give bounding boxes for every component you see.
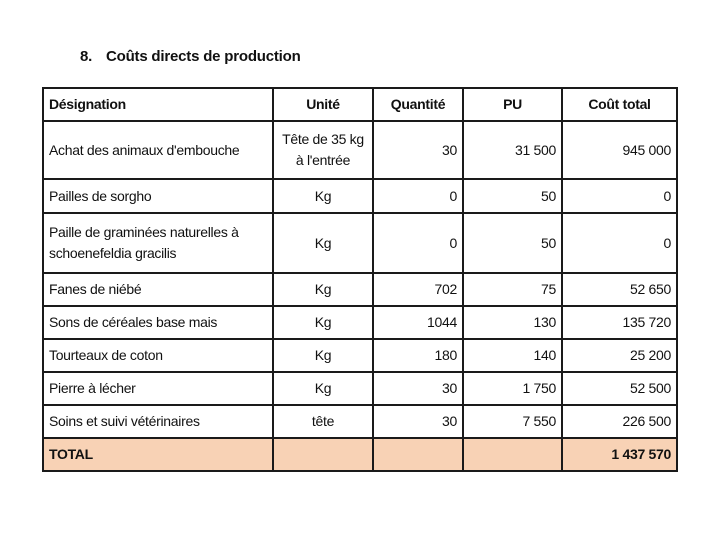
cell-cout-total: 25 200 <box>562 339 677 372</box>
cell-cout-total: 0 <box>562 179 677 213</box>
total-label: TOTAL <box>43 438 273 471</box>
cell-designation: Pailles de sorgho <box>43 179 273 213</box>
table-header-row <box>43 88 677 121</box>
table-row <box>43 339 677 372</box>
table-row <box>43 405 677 438</box>
cell-unite: Kg <box>273 372 373 405</box>
cell-quantite: 0 <box>373 213 463 273</box>
cell-pu: 50 <box>463 179 562 213</box>
header-designation: Désignation <box>43 88 273 121</box>
table-row <box>43 306 677 339</box>
cell-unite: Kg <box>273 339 373 372</box>
cell-unite: Kg <box>273 213 373 273</box>
cell-designation: Tourteaux de coton <box>43 339 273 372</box>
table-row <box>43 273 677 306</box>
table-row <box>43 121 677 179</box>
cell-quantite: 1044 <box>373 306 463 339</box>
section-heading <box>80 48 301 65</box>
cell-quantite: 30 <box>373 405 463 438</box>
cell-cout-total: 52 650 <box>562 273 677 306</box>
cell-quantite: 0 <box>373 179 463 213</box>
cell-quantite: 702 <box>373 273 463 306</box>
cell-designation: Sons de céréales base mais <box>43 306 273 339</box>
cell-unite: Kg <box>273 306 373 339</box>
cell-cout-total: 945 000 <box>562 121 677 179</box>
cell-cout-total: 52 500 <box>562 372 677 405</box>
cell-pu: 50 <box>463 213 562 273</box>
cell-quantite: 30 <box>373 372 463 405</box>
cell-pu: 130 <box>463 306 562 339</box>
cell-designation: Paille de graminées naturelles à schoenefeldia gracilis <box>43 213 273 273</box>
cell-pu: 1 750 <box>463 372 562 405</box>
cell-unite: Kg <box>273 273 373 306</box>
total-empty-cell <box>463 438 562 471</box>
cell-unite: Kg <box>273 179 373 213</box>
cell-cout-total: 135 720 <box>562 306 677 339</box>
table-row <box>43 372 677 405</box>
production-costs-table <box>42 87 678 472</box>
table-row <box>43 213 677 273</box>
cell-cout-total: 0 <box>562 213 677 273</box>
header-cout-total: Coût total <box>562 88 677 121</box>
total-empty-cell <box>373 438 463 471</box>
cell-pu: 31 500 <box>463 121 562 179</box>
cell-pu: 75 <box>463 273 562 306</box>
cell-quantite: 30 <box>373 121 463 179</box>
cell-quantite: 180 <box>373 339 463 372</box>
cell-cout-total: 226 500 <box>562 405 677 438</box>
cell-unite: Tête de 35 kg à l'entrée <box>273 121 373 179</box>
cell-designation: Fanes de niébé <box>43 273 273 306</box>
total-cout: 1 437 570 <box>562 438 677 471</box>
header-pu: PU <box>463 88 562 121</box>
header-quantite: Quantité <box>373 88 463 121</box>
total-empty-cell <box>273 438 373 471</box>
table-row <box>43 179 677 213</box>
cell-pu: 7 550 <box>463 405 562 438</box>
total-row <box>43 438 677 471</box>
cell-designation: Pierre à lécher <box>43 372 273 405</box>
section-title: Coûts directs de production <box>105 48 301 65</box>
cell-designation: Achat des animaux d'embouche <box>43 121 273 179</box>
section-number: 8. <box>80 48 93 65</box>
header-unite: Unité <box>273 88 373 121</box>
cell-unite: tête <box>273 405 373 438</box>
cell-designation: Soins et suivi vétérinaires <box>43 405 273 438</box>
cell-pu: 140 <box>463 339 562 372</box>
